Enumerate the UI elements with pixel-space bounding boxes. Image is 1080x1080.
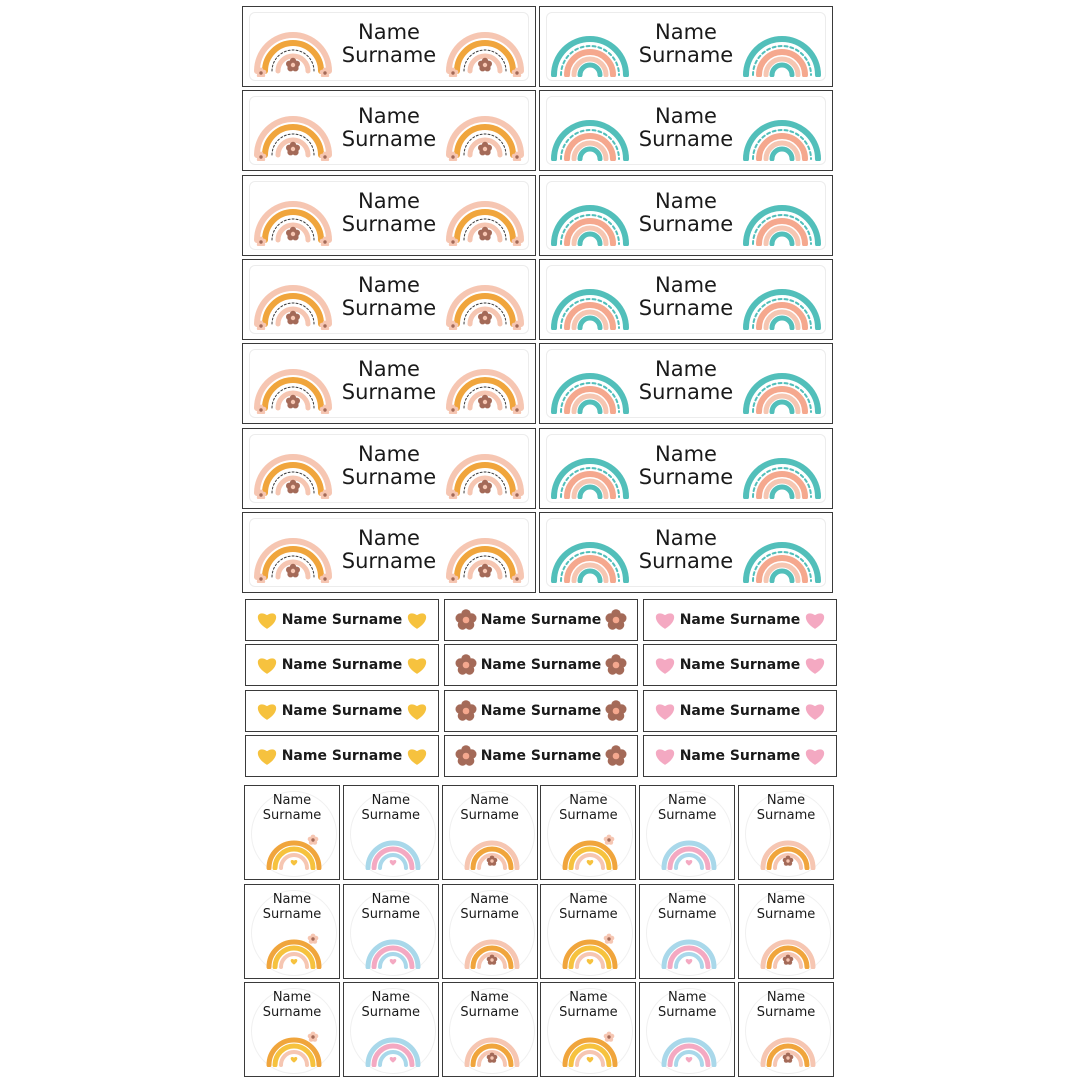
name-text: Name bbox=[766, 891, 806, 907]
pink-heart-icon bbox=[652, 606, 678, 634]
surname-text: Surname bbox=[460, 1005, 519, 1020]
name-text: Name bbox=[569, 793, 608, 808]
round-name-label bbox=[343, 785, 439, 880]
peach-rainbow-flower-icon bbox=[463, 1021, 521, 1067]
label-name-text bbox=[443, 793, 537, 823]
warm-rainbow-icon bbox=[253, 103, 333, 161]
name-text: Name bbox=[358, 272, 420, 297]
label-name-text bbox=[640, 990, 734, 1020]
label-name-text bbox=[739, 793, 833, 823]
surname-text: Surname bbox=[559, 808, 618, 823]
mini-name-label bbox=[444, 735, 638, 777]
yellow-heart-icon bbox=[404, 606, 430, 634]
rainbow-name-label bbox=[242, 259, 536, 340]
surname-text: Surname bbox=[756, 906, 816, 922]
surname-text: Surname bbox=[638, 211, 734, 236]
name-text: Name bbox=[655, 188, 717, 213]
label-name-text: Name Surname bbox=[679, 657, 801, 674]
surname-text: Surname bbox=[341, 43, 437, 67]
warm-rainbow-icon bbox=[253, 525, 333, 583]
teal-rainbow-icon bbox=[742, 188, 822, 246]
surname-text: Surname bbox=[361, 1005, 421, 1020]
label-name-text bbox=[541, 892, 635, 922]
yellow-heart-icon bbox=[404, 742, 430, 770]
label-name-text bbox=[344, 990, 438, 1020]
round-name-label bbox=[540, 785, 636, 880]
rainbow-name-label bbox=[539, 259, 833, 340]
surname-text: Surname bbox=[559, 1005, 618, 1020]
brown-flower-icon bbox=[603, 651, 629, 679]
rainbow-name-label bbox=[242, 6, 536, 87]
round-name-label bbox=[639, 982, 735, 1077]
mini-name-label bbox=[444, 644, 638, 686]
pastel-rainbow-heart-icon bbox=[364, 824, 422, 870]
surname-text: Surname bbox=[341, 380, 437, 405]
yellow-rainbow-heart-icon bbox=[265, 824, 323, 870]
warm-rainbow-icon bbox=[253, 272, 333, 330]
teal-rainbow-icon bbox=[550, 356, 630, 414]
pastel-rainbow-heart-icon bbox=[660, 1021, 718, 1067]
yellow-heart-icon bbox=[404, 651, 430, 679]
teal-rainbow-icon bbox=[742, 356, 822, 414]
name-text: Name bbox=[371, 793, 410, 808]
teal-rainbow-icon bbox=[550, 188, 630, 246]
round-name-label bbox=[244, 785, 340, 880]
label-name-text bbox=[331, 105, 447, 151]
surname-text: Surname bbox=[460, 906, 519, 922]
yellow-heart-icon bbox=[254, 651, 280, 679]
name-text: Name bbox=[371, 891, 410, 907]
surname-text: Surname bbox=[638, 295, 734, 320]
label-name-text bbox=[628, 105, 744, 151]
rainbow-name-label bbox=[242, 512, 536, 593]
rainbow-name-label bbox=[539, 512, 833, 593]
round-name-label bbox=[639, 785, 735, 880]
surname-text: Surname bbox=[756, 808, 816, 823]
label-name-text bbox=[245, 892, 339, 922]
pastel-rainbow-heart-icon bbox=[364, 1021, 422, 1067]
name-text: Name bbox=[668, 793, 707, 808]
label-name-text: Name Surname bbox=[281, 702, 403, 719]
name-text: Name bbox=[668, 990, 707, 1005]
label-name-text bbox=[541, 793, 635, 823]
round-name-label bbox=[738, 884, 834, 979]
mini-name-label bbox=[643, 690, 837, 732]
round-name-label bbox=[442, 982, 538, 1077]
yellow-heart-icon bbox=[254, 697, 280, 725]
rainbow-name-label bbox=[539, 343, 833, 424]
name-text: Name bbox=[272, 793, 312, 808]
rainbow-name-label bbox=[242, 175, 536, 256]
brown-flower-icon bbox=[603, 697, 629, 725]
label-name-text bbox=[628, 527, 744, 573]
mini-name-label bbox=[245, 690, 439, 732]
brown-flower-icon bbox=[603, 742, 629, 770]
teal-rainbow-icon bbox=[550, 525, 630, 583]
teal-rainbow-icon bbox=[742, 103, 822, 161]
yellow-rainbow-heart-icon bbox=[265, 1021, 323, 1067]
rainbow-name-label bbox=[242, 90, 536, 171]
round-name-label bbox=[442, 785, 538, 880]
teal-rainbow-icon bbox=[550, 272, 630, 330]
label-name-text: Name Surname bbox=[480, 702, 602, 719]
label-name-text: Name Surname bbox=[480, 612, 602, 628]
peach-rainbow-flower-icon bbox=[463, 923, 521, 969]
name-text: Name bbox=[470, 891, 509, 907]
name-text: Name bbox=[569, 891, 608, 907]
surname-text: Surname bbox=[638, 43, 734, 67]
mini-name-label bbox=[245, 644, 439, 686]
mini-name-label bbox=[245, 735, 439, 777]
label-name-text bbox=[331, 443, 447, 489]
surname-text: Surname bbox=[341, 127, 437, 152]
warm-rainbow-icon bbox=[445, 19, 525, 77]
surname-text: Surname bbox=[657, 906, 717, 922]
name-text: Name bbox=[569, 990, 608, 1005]
label-name-text bbox=[344, 892, 438, 922]
pastel-rainbow-heart-icon bbox=[660, 824, 718, 870]
peach-rainbow-flower-icon bbox=[463, 824, 521, 870]
teal-rainbow-icon bbox=[742, 19, 822, 77]
name-text: Name bbox=[655, 272, 717, 297]
yellow-rainbow-heart-icon bbox=[265, 923, 323, 969]
label-name-text: Name Surname bbox=[679, 702, 801, 719]
warm-rainbow-icon bbox=[445, 525, 525, 583]
rainbow-name-label bbox=[242, 428, 536, 509]
label-name-text bbox=[331, 358, 447, 404]
round-name-label bbox=[343, 884, 439, 979]
yellow-rainbow-heart-icon bbox=[561, 1021, 619, 1067]
round-name-label bbox=[540, 982, 636, 1077]
rainbow-name-label bbox=[539, 90, 833, 171]
mini-name-label bbox=[444, 690, 638, 732]
label-name-text bbox=[739, 990, 833, 1020]
peach-rainbow-flower-icon bbox=[759, 923, 817, 969]
label-name-text bbox=[443, 892, 537, 922]
label-name-text bbox=[628, 21, 744, 67]
round-name-label bbox=[244, 884, 340, 979]
pastel-rainbow-heart-icon bbox=[364, 923, 422, 969]
warm-rainbow-icon bbox=[253, 188, 333, 246]
pink-heart-icon bbox=[802, 742, 828, 770]
pink-heart-icon bbox=[652, 651, 678, 679]
label-name-text: Name Surname bbox=[480, 747, 602, 764]
surname-text: Surname bbox=[638, 464, 734, 489]
label-name-text bbox=[443, 990, 537, 1020]
pink-heart-icon bbox=[652, 697, 678, 725]
name-text: Name bbox=[655, 441, 717, 466]
name-text: Name bbox=[358, 20, 420, 44]
label-name-text: Name Surname bbox=[281, 657, 403, 674]
pastel-rainbow-heart-icon bbox=[660, 923, 718, 969]
label-name-text bbox=[739, 892, 833, 922]
label-name-text: Name Surname bbox=[281, 612, 403, 628]
name-text: Name bbox=[358, 188, 420, 213]
brown-flower-icon bbox=[453, 697, 479, 725]
name-text: Name bbox=[668, 891, 707, 907]
mini-name-label bbox=[643, 599, 837, 641]
pink-heart-icon bbox=[802, 697, 828, 725]
warm-rainbow-icon bbox=[253, 356, 333, 414]
name-text: Name bbox=[470, 990, 509, 1005]
label-name-text bbox=[245, 793, 339, 823]
label-name-text bbox=[628, 443, 744, 489]
teal-rainbow-icon bbox=[550, 19, 630, 77]
name-text: Name bbox=[655, 357, 717, 382]
warm-rainbow-icon bbox=[445, 103, 525, 161]
yellow-heart-icon bbox=[254, 606, 280, 634]
yellow-rainbow-heart-icon bbox=[561, 923, 619, 969]
teal-rainbow-icon bbox=[550, 441, 630, 499]
teal-rainbow-icon bbox=[550, 103, 630, 161]
teal-rainbow-icon bbox=[742, 272, 822, 330]
name-text: Name bbox=[272, 891, 312, 907]
warm-rainbow-icon bbox=[445, 356, 525, 414]
rainbow-name-label bbox=[539, 175, 833, 256]
name-text: Name bbox=[655, 104, 717, 129]
warm-rainbow-icon bbox=[445, 272, 525, 330]
label-name-text bbox=[640, 892, 734, 922]
label-name-text bbox=[245, 990, 339, 1020]
surname-text: Surname bbox=[262, 906, 322, 922]
label-name-text bbox=[331, 190, 447, 236]
name-text: Name bbox=[766, 793, 806, 808]
name-text: Name bbox=[358, 441, 420, 466]
warm-rainbow-icon bbox=[253, 441, 333, 499]
pink-heart-icon bbox=[802, 651, 828, 679]
yellow-rainbow-heart-icon bbox=[561, 824, 619, 870]
surname-text: Surname bbox=[262, 1005, 322, 1020]
peach-rainbow-flower-icon bbox=[759, 1021, 817, 1067]
surname-text: Surname bbox=[262, 808, 322, 823]
surname-text: Surname bbox=[341, 464, 437, 489]
mini-name-label bbox=[643, 735, 837, 777]
label-name-text bbox=[541, 990, 635, 1020]
surname-text: Surname bbox=[361, 808, 421, 823]
label-name-text bbox=[344, 793, 438, 823]
name-text: Name bbox=[470, 793, 509, 808]
warm-rainbow-icon bbox=[445, 441, 525, 499]
name-text: Name bbox=[358, 104, 420, 129]
mini-name-label bbox=[444, 599, 638, 641]
surname-text: Surname bbox=[341, 211, 437, 236]
name-text: Name bbox=[766, 990, 806, 1005]
round-name-label bbox=[738, 982, 834, 1077]
mini-name-label bbox=[643, 644, 837, 686]
surname-text: Surname bbox=[657, 1005, 717, 1020]
name-text: Name bbox=[655, 20, 717, 44]
mini-name-label bbox=[245, 599, 439, 641]
label-name-text bbox=[331, 527, 447, 573]
label-name-text bbox=[628, 274, 744, 320]
round-name-label bbox=[738, 785, 834, 880]
warm-rainbow-icon bbox=[253, 19, 333, 77]
teal-rainbow-icon bbox=[742, 441, 822, 499]
brown-flower-icon bbox=[453, 742, 479, 770]
rainbow-name-label bbox=[539, 428, 833, 509]
surname-text: Surname bbox=[638, 380, 734, 405]
label-name-text: Name Surname bbox=[281, 747, 403, 764]
label-name-text bbox=[628, 358, 744, 404]
surname-text: Surname bbox=[559, 906, 618, 922]
label-name-text bbox=[628, 190, 744, 236]
rainbow-name-label bbox=[242, 343, 536, 424]
name-text: Name bbox=[358, 525, 420, 550]
label-name-text: Name Surname bbox=[679, 612, 801, 628]
round-name-label bbox=[343, 982, 439, 1077]
name-text: Name bbox=[371, 990, 410, 1005]
label-name-text bbox=[331, 21, 447, 67]
yellow-heart-icon bbox=[404, 697, 430, 725]
brown-flower-icon bbox=[603, 606, 629, 634]
round-name-label bbox=[540, 884, 636, 979]
round-name-label bbox=[442, 884, 538, 979]
teal-rainbow-icon bbox=[742, 525, 822, 583]
surname-text: Surname bbox=[638, 548, 734, 573]
pink-heart-icon bbox=[802, 606, 828, 634]
surname-text: Surname bbox=[756, 1005, 816, 1020]
warm-rainbow-icon bbox=[445, 188, 525, 246]
label-name-text bbox=[640, 793, 734, 823]
peach-rainbow-flower-icon bbox=[759, 824, 817, 870]
name-text: Name bbox=[655, 525, 717, 550]
surname-text: Surname bbox=[341, 548, 437, 573]
label-name-text: Name Surname bbox=[480, 657, 602, 674]
surname-text: Surname bbox=[361, 906, 421, 922]
round-name-label bbox=[244, 982, 340, 1077]
surname-text: Surname bbox=[460, 808, 519, 823]
surname-text: Surname bbox=[638, 127, 734, 152]
round-name-label bbox=[639, 884, 735, 979]
label-name-text: Name Surname bbox=[679, 747, 801, 764]
yellow-heart-icon bbox=[254, 742, 280, 770]
brown-flower-icon bbox=[453, 606, 479, 634]
rainbow-name-label bbox=[539, 6, 833, 87]
name-text: Name bbox=[272, 990, 312, 1005]
name-text: Name bbox=[358, 357, 420, 382]
brown-flower-icon bbox=[453, 651, 479, 679]
surname-text: Surname bbox=[341, 295, 437, 320]
pink-heart-icon bbox=[652, 742, 678, 770]
surname-text: Surname bbox=[657, 808, 717, 823]
label-name-text bbox=[331, 274, 447, 320]
